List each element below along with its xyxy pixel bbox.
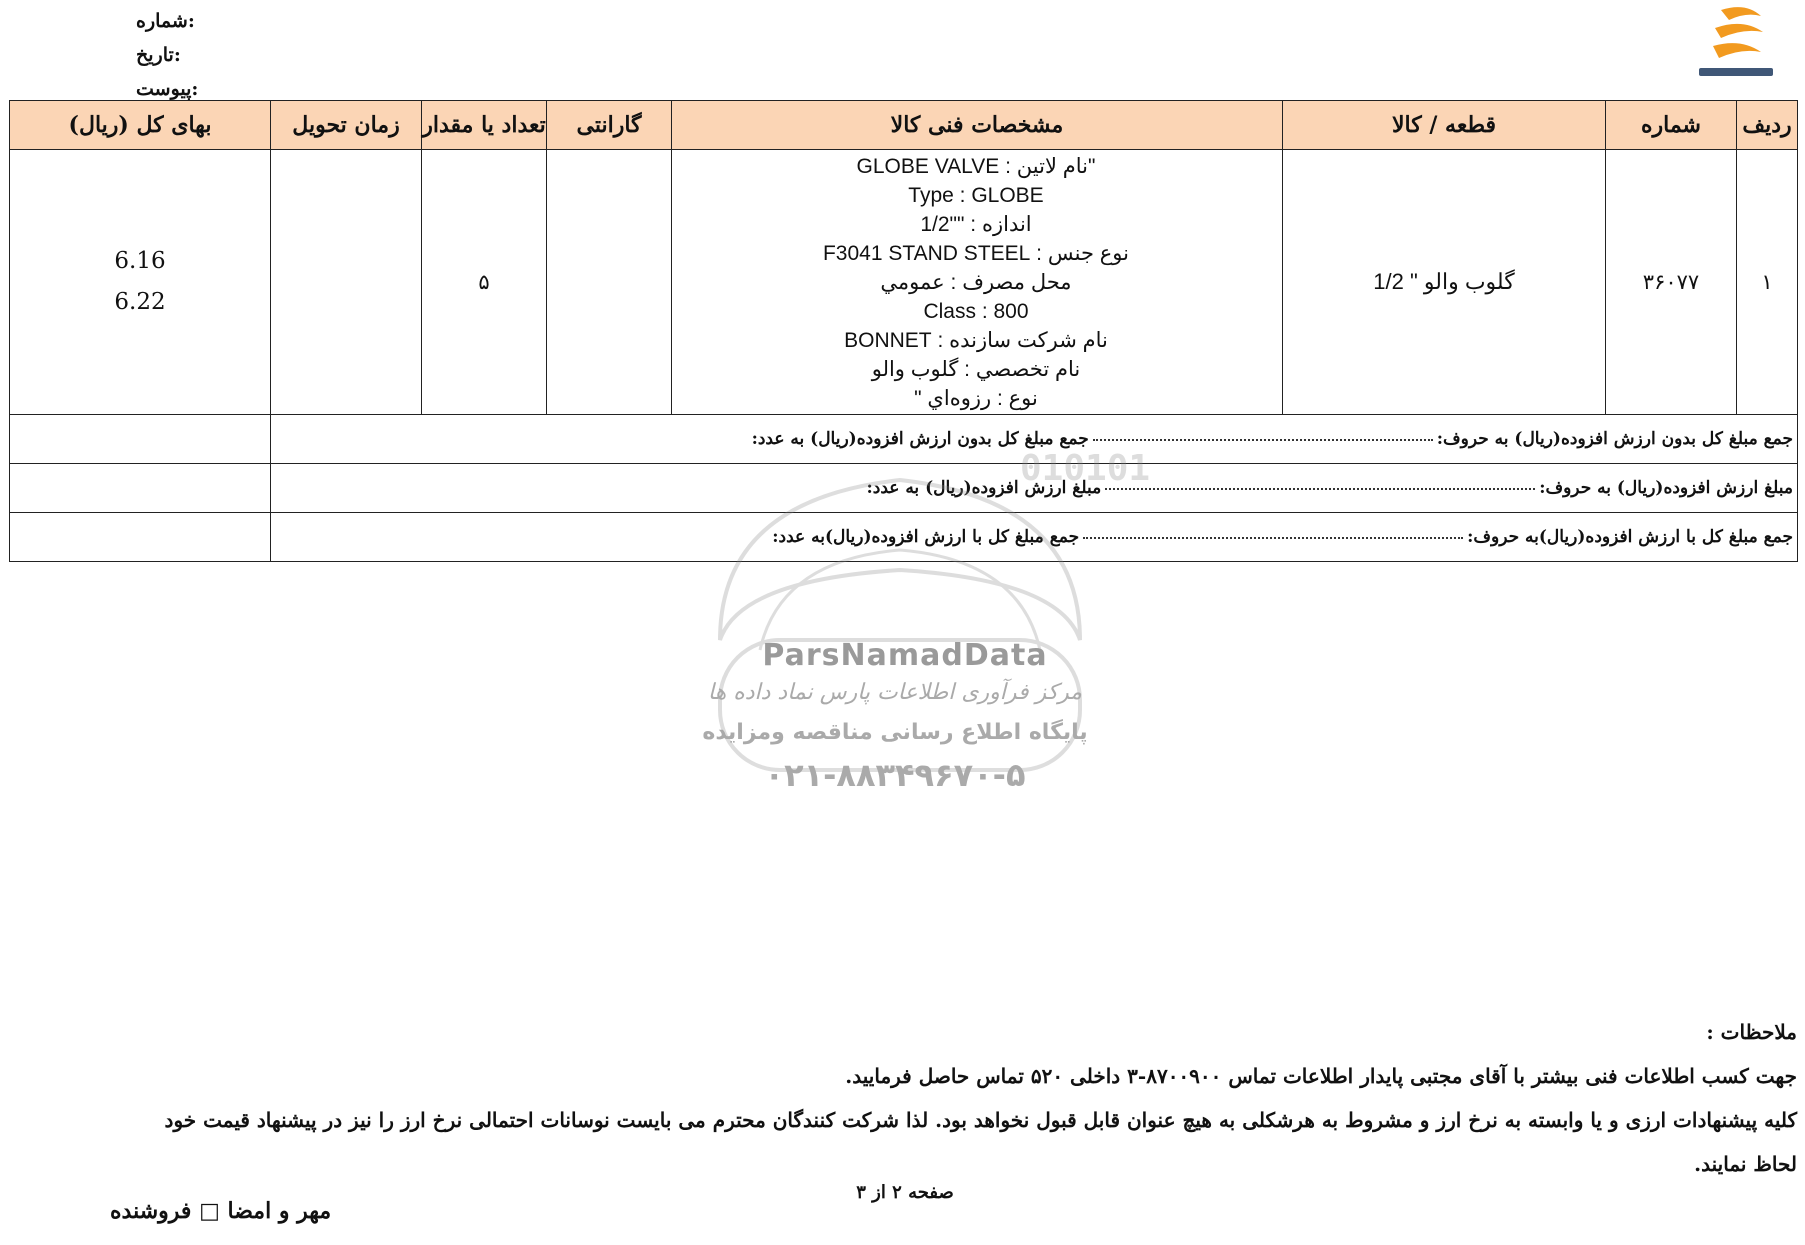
- summary-text: [271, 415, 1798, 464]
- price-line: 6.22: [114, 289, 166, 315]
- summary-value-cell: [10, 415, 271, 464]
- spec-line: نوع جنس : F3041 STAND STEEL: [822, 242, 1129, 265]
- spec-line: نام تخصصي : گلوب والو: [871, 358, 1081, 381]
- header-delivery: زمان تحویل: [271, 101, 422, 150]
- spec-line: Class : 800: [923, 300, 1029, 323]
- spec-line: محل مصرف : عمومي: [880, 271, 1072, 294]
- summary-number-label: جمع مبلغ کل با ارزش افزوده(ریال)به عدد:: [772, 527, 1080, 547]
- dotted-line: [1105, 488, 1535, 490]
- summary-row: [10, 464, 1798, 513]
- number-label: شماره:: [136, 10, 195, 32]
- summary-text: [271, 513, 1798, 562]
- row-total-price: [10, 150, 271, 415]
- header-specs: مشخصات فنی کالا: [672, 101, 1283, 150]
- header-quantity: تعداد یا مقدار: [422, 101, 547, 150]
- document-header-fields: [136, 4, 356, 106]
- signature-label: مهر و امضا □ فروشنده: [110, 1198, 332, 1224]
- header-row-index: ردیف: [1737, 101, 1798, 150]
- spec-line: اندازه : ""1/2: [920, 213, 1032, 236]
- notes-line: جهت کسب اطلاعات فنی بیشتر با آقای مجتبی پایدار اطلاعات تماس ۸۷۰۰۹۰۰-۳ داخلی ۵۲۰ تماس حاصل فرمایید.: [845, 1064, 1797, 1088]
- row-delivery: [271, 150, 422, 415]
- summary-row: [10, 513, 1798, 562]
- summary-number-label: مبلغ ارزش افزوده(ریال) به عدد:: [866, 478, 1102, 498]
- summary-value-cell: [10, 513, 271, 562]
- dotted-line: [1083, 537, 1463, 539]
- summary-value-cell: [10, 464, 271, 513]
- header-total-price: بهای کل (ریال): [10, 101, 271, 150]
- notes-line: کلیه پیشنهادات ارزی و یا وابسته به نرخ ارز و مشروط به هرشکلی به هیچ عنوان قابل قبول نخواهد بود. لذا شرکت کنندگان محترم می بایست نوسانات احتمالی نرخ ارز را نیز در پیشنهاد قیمت خود لحاظ نمایند.: [164, 1108, 1797, 1176]
- notes-section: [117, 1010, 1797, 1176]
- table-header-row: [10, 101, 1798, 150]
- spec-line: "نام لاتين : GLOBE VALVE: [856, 155, 1096, 178]
- watermark-line1: مرکز فرآوری اطلاعات پارس نماد داده ها: [707, 680, 1083, 705]
- header-number: شماره: [1606, 101, 1737, 150]
- row-index: ۱: [1737, 150, 1798, 415]
- summary-number-label: جمع مبلغ کل بدون ارزش افزوده(ریال) به عدد:: [751, 429, 1089, 449]
- part-name: گلوب والو " 1/2: [1373, 269, 1515, 294]
- row-part: [1283, 150, 1606, 415]
- summary-row: [10, 415, 1798, 464]
- saba-logo-icon: [1691, 2, 1781, 94]
- table-row: [10, 150, 1798, 415]
- watermark-line2: پایگاه اطلاع رسانی مناقصه ومزایده: [702, 720, 1088, 745]
- row-quantity: ۵: [422, 150, 547, 415]
- header-guarantee: گارانتی: [547, 101, 672, 150]
- spec-line: نام شركت سازنده : BONNET: [844, 329, 1108, 352]
- price-line: 6.16: [114, 248, 166, 274]
- notes-title: ملاحظات :: [1706, 1020, 1797, 1044]
- summary-text: [271, 464, 1798, 513]
- watermark-brand: ParsNamadData: [762, 638, 1048, 673]
- header-part: قطعه / کالا: [1283, 101, 1606, 150]
- items-table: [9, 100, 1798, 562]
- summary-words-label: مبلغ ارزش افزوده(ریال) به حروف:: [1539, 478, 1793, 498]
- row-specs: [672, 150, 1283, 415]
- summary-words-label: جمع مبلغ کل با ارزش افزوده(ریال)به حروف:: [1467, 527, 1793, 547]
- date-label: تاریخ:: [136, 44, 181, 66]
- summary-words-label: جمع مبلغ کل بدون ارزش افزوده(ریال) به حروف:: [1436, 429, 1793, 449]
- row-guarantee: [547, 150, 672, 415]
- watermark-phone: ۰۲۱-۸۸۳۴۹۶۷۰-۵: [764, 756, 1026, 794]
- spec-line: Type : GLOBE: [908, 184, 1044, 207]
- attachment-label: پیوست:: [136, 78, 199, 100]
- dotted-line: [1093, 439, 1433, 441]
- spec-line: نوع : رزوه‌اي ": [914, 387, 1038, 410]
- svg-text:010101: 010101: [1020, 448, 1151, 489]
- row-number: ۳۶۰۷۷: [1606, 150, 1737, 415]
- page-number: صفحه ۲ از ۳: [856, 1182, 954, 1203]
